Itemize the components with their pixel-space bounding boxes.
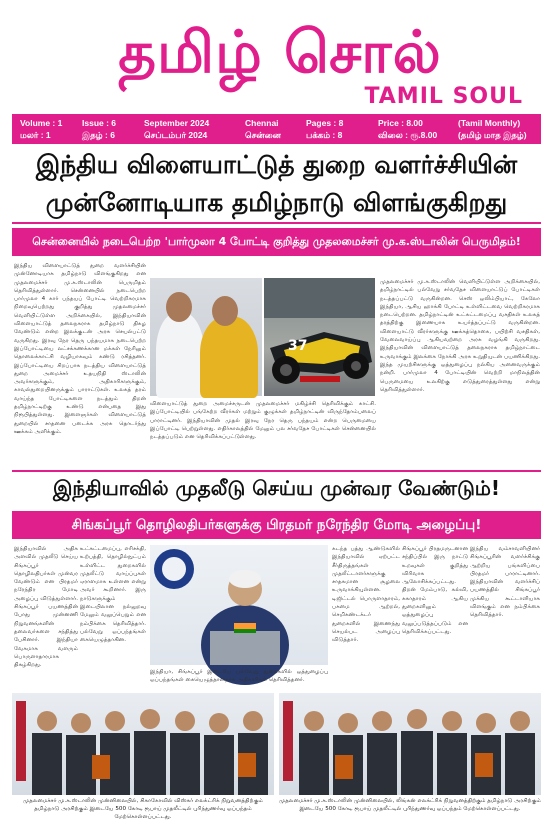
issue-info-bar [12, 114, 541, 144]
masthead [0, 0, 553, 112]
price-en: Price : 8.00 [378, 118, 423, 128]
pages-en: Pages : 8 [306, 118, 344, 128]
frequency-ta: (தமிழ் மாத இதழ்) [458, 130, 527, 140]
lead-headline-line2: முன்னோடியாக தமிழ்நாடு விளங்குகிறது [45, 188, 508, 217]
second-article-column-1: இந்தியாவில் அதிக அளவில் முதலீடு செய்ய சிங்கப்பூர் தொழிலதிபர்கள் முன்வர வேண்டும் என பிரதமர் நரேந்திர மோடி அழைப்பு விடுத்துள்ளார். சிங்கப்பூர் பயணத்தின் போது முன்னணி நிறுவனங்களின் தலைவர்களை சந்தித்து பேசினார். இந்தியா வேகமாக வளரும் பொருளாதாரமாக திகழ்கிறது. [14, 546, 78, 669]
lead-article-column-right: முதலமைச்சர் மு.க.ஸ்டாலின் வெளியிட்டுள்ள அறிக்கையில், தமிழ்நாட்டில் பல்வேறு சர்வதேச விளையாட்டுப் போட்டிகள் நடத்தப்பட்டு வருகின்றன. செஸ் ஒலிம்பியாட், கேலோ இந்தியா, ஆசிய ஹாக்கி போட்டி உள்ளிட்டவை வெற்றிகரமாக நடைபெற்றன. தமிழ்நாட்டின் உட்கட்டமைப்பு வசதிகள் உலகத் தரத்திற்கு இணையாக உயர்த்தப்பட்டு வருகின்றன. விளையாட்டு வீரர்களுக்கு ஊக்கத்தொகை, பயிற்சி வசதிகள், வேலைவாய்ப்பு ஆகியவற்றை அரசு வழங்கி வருகிறது. இந்தியாவின் விளையாட்டுத் தலைநகராக தமிழ்நாட்டை உருவாக்கும் இலக்கை நோக்கி அரசு உறுதியுடன் பயணிக்கிறது. இந்த முயற்சிகளுக்கு ஒத்துழைப்பு நல்கிய அனைவருக்கும் நன்றி. பார்முலா 4 போட்டியின் வெற்றி மாநிலத்தின் பெருமையை உலகிற்கு எடுத்துரைத்துள்ளது என்று தெரிவித்துள்ளார். [380, 279, 540, 393]
issue-info [82, 117, 116, 141]
lead-article-continued: விளையாட்டுத் துறை அமைச்சருடன் முதலமைச்சர் மகிழ்ச்சி தெரிவிக்கும் காட்சி. இப்போட்டியில் பங்கேற்ற வீரர்கள் மற்றும் குழுக்கள் தமிழ்நாட்டின் விருந்தோம்பலைப் பாராட்டினர். இந்தியாவின் முதல் இரவு நேர தெரு பந்தயம் என்ற பெருமையை இப்போட்டி பெற்றுள்ளது. எதிர்காலத்தில் மேலும் பல சர்வதேச போட்டிகள் சென்னையில் நடத்தப்படும் என தெரிவிக்கப்பட்டுள்ளது. [150, 401, 376, 441]
car-number: 37 [288, 338, 308, 354]
person-left [156, 312, 204, 398]
second-article-below-photo: இந்தியா, சிங்கப்பூர் இடையே பல்வேறு துறைகளில் ஒத்துழைப்பு ஒப்பந்தங்கள் கையெழுத்தானதாக அதிகாரிகள் தெரிவித்தனர். [150, 669, 328, 684]
podium-scene-icon [150, 545, 328, 665]
pages-info [306, 117, 343, 141]
newspaper-title: தமிழ் சொல் [118, 18, 442, 86]
pm-modi-photo [150, 545, 328, 665]
city-ta: சென்னை [245, 130, 281, 140]
price-info [378, 117, 437, 141]
second-article-column-5: இந்திய வம்சாவளியினர் சிங்கப்பூரின் வளர்ச்சிக்கு ஆற்றிய பங்களிப்பை பிரதமர் பாராட்டினார். இந்தியாவின் வளர்ச்சிப் பயணத்தில் சிங்கப்பூர் முக்கிய கூட்டாளியாக விளங்கும் என நம்பிக்கை தெரிவித்தார். [470, 546, 540, 619]
newspaper-subtitle: TAMIL SOUL [364, 84, 523, 109]
person-left-head [166, 292, 192, 322]
caption-left: முதலமைச்சர் மு.க.ஸ்டாலின் முன்னிலையில், சிகாகோவில் விஸ்கர் எலக்ட்ரிக் நிறுவனத்திற்கும் தமிழ்நாடு அரசிற்கும் இடையே 500 கோடி ரூபாய் முதலீட்டில் புரிந்துணர்வு ஒப்பந்தம் மேற்கொள்ளப்பட்டது. [23, 798, 263, 820]
divider [12, 470, 541, 472]
minister-greeting-photo [150, 278, 262, 396]
mou-photo-right [279, 693, 541, 795]
date-ta: செப்டம்பர் 2024 [144, 130, 208, 140]
volume-en: Volume : 1 [20, 118, 63, 128]
frequency-en: (Tamil Monthly) [458, 118, 521, 128]
lead-strap: சென்னையில் நடைபெற்ற 'பார்முலா 4 போட்டி குறித்து முதலமைச்சர் மு.க.ஸ்டாலின் பெருமிதம்! [12, 228, 541, 256]
second-strap: சிங்கப்பூர் தொழிலதிபர்களுக்கு பிரதமர் நரேந்திர மோடி அழைப்பு! [12, 511, 541, 539]
date-en: September 2024 [144, 118, 210, 128]
volume-ta: மலர் : 1 [20, 130, 51, 140]
price-ta: விலை : ரூ.8.00 [378, 130, 438, 140]
volume-info [20, 117, 62, 141]
second-article-column-3: கடந்த பத்து ஆண்டுகளில் இந்தியாவில் ஏற்பட்ட சீர்திருத்தங்கள் முதலீட்டாளர்களுக்கு சாதகமான சூழலை உருவாக்கியுள்ளன. டிஜிட்டல் பொருளாதாரம், பசுமை ஆற்றல், செமிகண்டக்டர் துறைகளில் இணைந்து செயல்பட அழைப்பு விடுத்தார். [332, 546, 400, 644]
issue-en: Issue : 6 [82, 118, 117, 128]
second-headline: இந்தியாவில் முதலீடு செய்ய முன்வர வேண்டும்! [52, 476, 501, 500]
issue-ta: இதழ் : 6 [82, 130, 115, 140]
second-article-column-4: சிங்கப்பூர் பிரதமருடனான சந்திப்பில் இரு நாட்டு உறவுகள் குறித்து விரிவாக ஆலோசிக்கப்பட்டது. திறன் மேம்பாடு, கல்வி, சுகாதாரம் ஆகிய துறைகளிலும் ஒத்துழைப்பு வலுப்படுத்தப்படும் என தெரிவிக்கப்பட்டது. [402, 546, 468, 635]
second-article-column-2: உட்கட்டமைப்பு, எரிசக்தி, உற்பத்தி, தொழில்நுட்பம் உள்ளிட்ட துறைகளில் முதலீட்டு வாய்ப்புகள் ஏராளமாக உள்ளன என்று அவர் கூறினார். இரு நாடுகளுக்கும் இடையிலான நல்லுறவு மேலும் வலுப்பெறும் என நம்பிக்கை தெரிவித்தார். பல்வேறு ஒப்பந்தங்கள் கையெழுத்தாகின. [80, 546, 146, 644]
divider [12, 222, 541, 224]
frequency-info [458, 117, 527, 141]
person-right-shawl [200, 316, 258, 398]
lead-article-column-left: இந்திய விளையாட்டுத் துறை வளர்ச்சியின் முன்னோடியாக தமிழ்நாடு விளங்குகிறது என முதலமைச்சர் மு.க.ஸ்டாலின் பெருமிதம் தெரிவித்துள்ளார். சென்னையில் நடைபெற்ற பார்முலா 4 கார் பந்தயப் போட்டி வெற்றிகரமாக நிறைவுபெற்றது குறித்து முதலமைச்சர் வெளியிட்டுள்ள அறிக்கையில், இந்தியாவின் விளையாட்டுத் தலைநகராக தமிழ்நாடு திகழ வேண்டும் என்ற இலக்குடன் அரசு செயல்பட்டு வருகிறது. இரவு நேர தெரு பந்தயமாக நடைபெற்ற இப்போட்டியை லட்சக்கணக்கான மக்கள் நேரிலும் தொலைக்காட்சி வழியாகவும் கண்டு ரசித்தனர். இப்போட்டியை சிறப்பாக நடத்திய விளையாட்டுத் துறை அமைச்சர் உதயநிதி ஸ்டாலின் அவர்களுக்கும், அதிகாரிகளுக்கும், காவல்துறையினருக்கும் பாராட்டுகள். உலகத் தரம் வாய்ந்த போட்டிகளை நடத்தும் திறன் தமிழ்நாட்டிற்கு உண்டு என்பதை இது நிரூபித்துள்ளது. இளைஞர்கள் விளையாட்டுத் துறையில் சாதனை படைக்க அரசு தொடர்ந்து ஊக்கம் அளிக்கும். [14, 263, 146, 435]
formula4-car-photo [264, 278, 375, 396]
group-photo-icon [279, 693, 541, 795]
person-right-head [212, 296, 238, 326]
race-car-icon [264, 278, 375, 396]
caption-right: முதலமைச்சர் மு.க.ஸ்டாலின் முன்னிலையில், லிங்கன் எலக்ட்ரிக் நிறுவனத்திற்கும் தமிழ்நாடு அரசிற்கும் இடையே 500 கோடி ரூபாய் முதலீட்டில் புரிந்துணர்வு ஒப்பந்தம் மேற்கொள்ளப்பட்டது. [279, 798, 541, 812]
city-en: Chennai [245, 118, 279, 128]
pages-ta: பக்கம் : 8 [306, 130, 343, 140]
mou-photo-left [12, 693, 274, 795]
group-photo-icon [12, 693, 274, 795]
date-info [144, 117, 209, 141]
lead-headline-line1: இந்திய விளையாட்டுத் துறை வளர்ச்சியின் [35, 150, 518, 179]
city-info [245, 117, 281, 141]
